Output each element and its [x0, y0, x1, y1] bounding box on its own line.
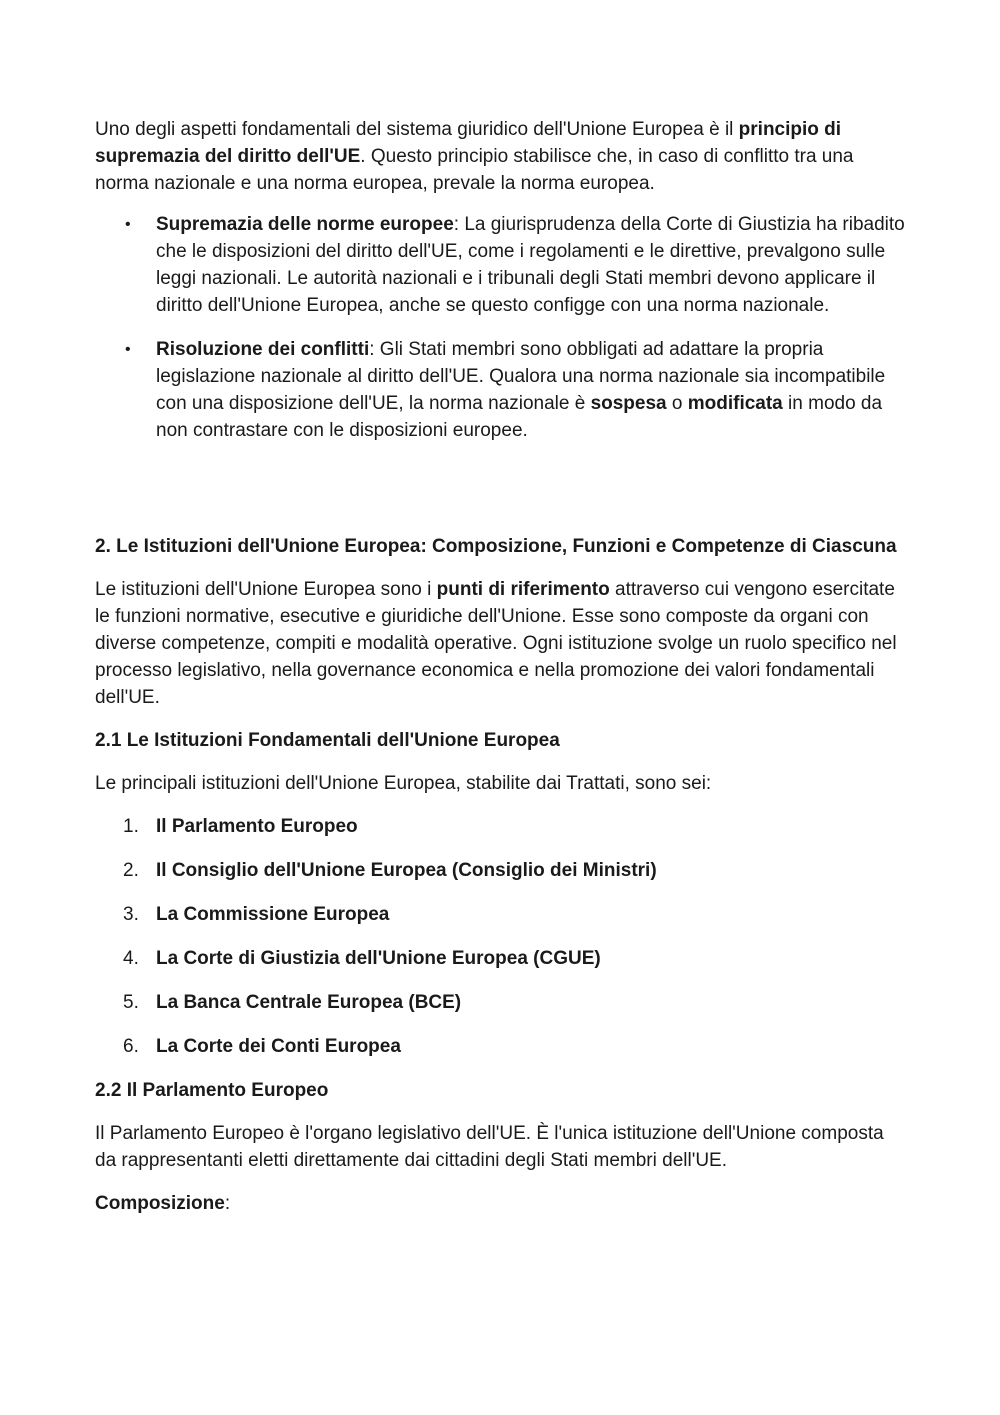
intro-text-end: . Questo principio stabilisce che, in caso di conflitto tra una norma nazionale e una norma europea, prevale la norma europea.: [95, 146, 854, 194]
list-number: 4.: [123, 948, 139, 969]
list-item-label: La Banca Centrale Europea (BCE): [156, 992, 462, 1013]
composition-label: Composizione: [95, 1193, 225, 1214]
list-number: 6.: [123, 1036, 139, 1057]
institutions-list: [95, 813, 910, 1060]
list-item-label: Il Consiglio dell'Unione Europea (Consiglio dei Ministri): [156, 860, 657, 881]
document-body: [95, 116, 910, 1217]
bullet-bold-modificata: modificata: [687, 393, 783, 414]
bullet-text: in modo da non contrastare con le disposizioni europee.: [156, 393, 883, 441]
supremacy-bullet-list: [95, 211, 910, 444]
composition-heading: [95, 1190, 910, 1217]
list-item: [95, 1033, 910, 1060]
list-item: [95, 945, 910, 972]
subsection-heading: 2.2 Il Parlamento Europeo: [95, 1080, 329, 1101]
paragraph-text: attraverso cui vengono esercitate le funzioni normative, esecutive e giuridiche dell'Unione. Esse sono composte da organi con diverse competenze, compiti e modalità operative. Ogni istituzione svolge un ruolo specifico nel processo legislativo, nella governance economica e nella promozione dei valori fondamentali dell'UE.: [95, 579, 897, 708]
bullet-bold-sospesa: sospesa: [590, 393, 667, 414]
intro-text: Uno degli aspetti fondamentali del sistema giuridico dell'Unione Europea è il: [95, 119, 739, 140]
list-number: 3.: [123, 904, 139, 925]
list-item-label: La Corte di Giustizia dell'Unione Europea (CGUE): [156, 948, 601, 969]
list-number: 5.: [123, 992, 139, 1013]
list-item: [95, 989, 910, 1016]
section-heading: 2. Le Istituzioni dell'Unione Europea: Composizione, Funzioni e Competenze di Ciascuna: [95, 536, 897, 557]
subsection-heading: 2.1 Le Istituzioni Fondamentali dell'Unione Europea: [95, 730, 560, 751]
section-paragraph: [95, 576, 910, 711]
bullet-text: o: [666, 393, 688, 414]
intro-paragraph: [95, 116, 910, 197]
bullet-text: : Gli Stati membri sono obbligati ad adattare la propria legislazione nazionale al diritto dell'UE. Qualora una norma nazionale sia incompatibile con una disposizione dell'UE, la norma nazionale è: [156, 339, 886, 414]
list-number: 2.: [123, 860, 139, 881]
list-item-label: La Commissione Europea: [156, 904, 390, 925]
list-number: 1.: [123, 816, 139, 837]
paragraph-text: Le istituzioni dell'Unione Europea sono i: [95, 579, 437, 600]
subsection-paragraph: Il Parlamento Europeo è l'organo legislativo dell'UE. È l'unica istituzione dell'Unione composta da rappresentanti eletti direttamente dai cittadini degli Stati membri dell'UE.: [95, 1123, 884, 1171]
intro-bold: principio di supremazia del diritto dell'UE: [95, 119, 842, 167]
bullet-marker: •: [125, 216, 131, 233]
list-item-label: Il Parlamento Europeo: [156, 816, 358, 837]
list-item: [95, 211, 910, 319]
bullet-marker: •: [125, 341, 131, 358]
bullet-heading: Risoluzione dei conflitti: [156, 339, 370, 360]
list-item-label: La Corte dei Conti Europea: [156, 1036, 401, 1057]
list-item: [95, 336, 910, 444]
bullet-heading: Supremazia delle norme europee: [156, 214, 454, 235]
list-item: [95, 813, 910, 840]
paragraph-bold: punti di riferimento: [436, 579, 610, 600]
list-item: [95, 901, 910, 928]
composition-colon: :: [224, 1193, 231, 1214]
subsection-intro: Le principali istituzioni dell'Unione Europea, stabilite dai Trattati, sono sei:: [95, 773, 712, 794]
bullet-text: : La giurisprudenza della Corte di Giustizia ha ribadito che le disposizioni del diritto dell'UE, come i regolamenti e le direttive, prevalgono sulle leggi nazionali. Le autorità nazionali e i tribunali degli Stati membri devono applicare il diritto dell'Unione Europea, anche se questo configge con una norma nazionale.: [156, 214, 905, 316]
list-item: [95, 857, 910, 884]
